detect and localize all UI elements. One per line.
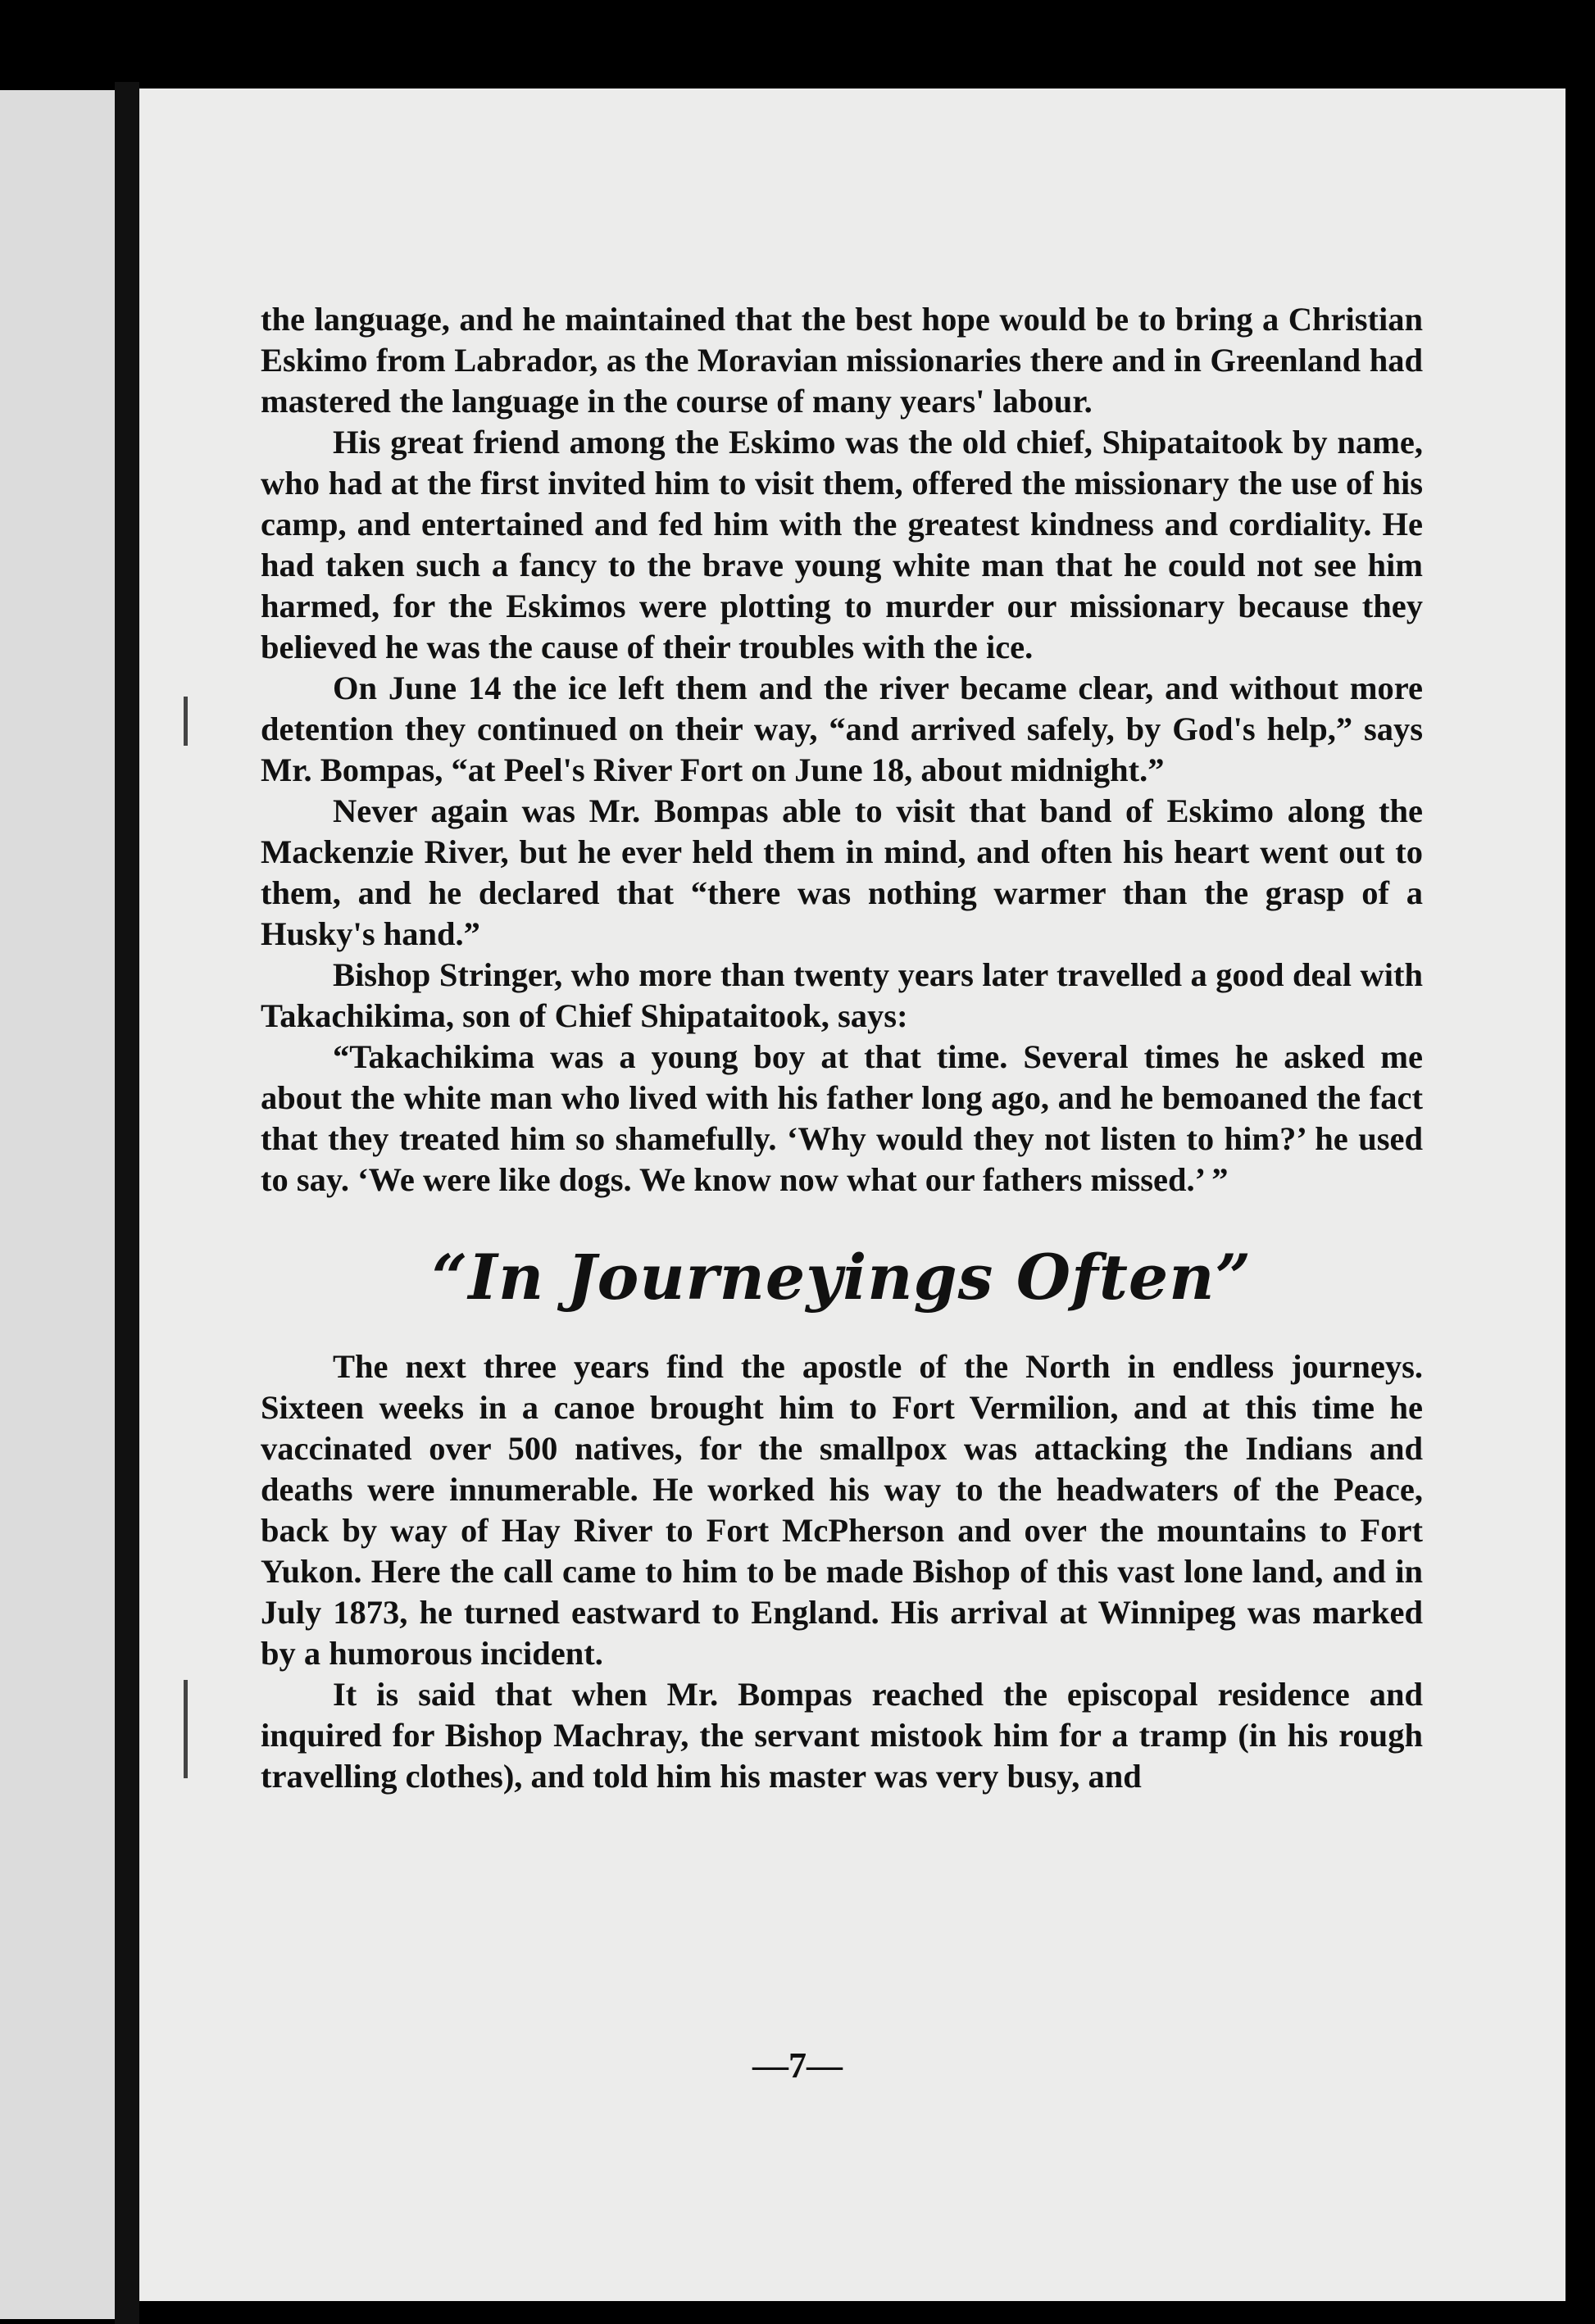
facing-page-edge (0, 90, 115, 2319)
paragraph-8: It is said that when Mr. Bompas reached the episcopal residence and inquired for Bishop Machray, the servant mistook him for a tramp (in his rough travelling clothes), and told him his master was very busy, and (261, 1676, 1423, 1795)
paragraph-1: the language, and he maintained that the best hope would be to bring a Christian Eskimo from Labrador, as the Moravian missionaries there and in Greenland had mastered the language in the course of many years' labour. (261, 301, 1423, 420)
page-number: —7— (752, 2045, 843, 2086)
paragraph-2: His great friend among the Eskimo was the old chief, Shipataitook by name, who had at the first invited him to visit them, offered the missionary the use of his camp, and entertained and fed him with the greatest kindness and cordiality. He had taken such a fancy to the brave young white man that he could not see him harmed, for the Eskimos were plotting to murder our missionary because they believed he was the cause of their troubles with the ice. (261, 424, 1423, 665)
paragraph-6: “Takachikima was a young boy at that time. Several times he asked me about the white man who lived with his father long ago, and he bemoaned the fact that they treated him so shamefully. ‘Why would they not listen to him?’ he used to say. ‘We were like dogs. We know now what our fathers missed.’ ” (261, 1038, 1423, 1198)
paragraph-7: The next three years find the apostle of the North in endless journeys. Sixteen weeks in a canoe brought him to Fort Vermilion, and at this time he vaccinated over 500 natives, for the smallpox was attacking the Indians and deaths were innumerable. He worked his way to the headwaters of the Peace, back by way of Hay River to Fort McPherson and over the mountains to Fort Yukon. Here the call came to him to be made Bishop of this vast lone land, and in July 1873, he turned eastward to England. His arrival at Winnipeg was marked by a humorous incident. (261, 1348, 1423, 1672)
margin-mark-upper (184, 697, 188, 746)
book-gutter (115, 82, 139, 2324)
paragraph-3: On June 14 the ice left them and the river became clear, and without more detention they continued on their way, “and arrived safely, by God's help,” says Mr. Bompas, “at Peel's River Fort on June 18, about midnight.” (261, 670, 1423, 788)
margin-mark-lower (184, 1680, 188, 1778)
paragraph-4: Never again was Mr. Bompas able to visit that band of Eskimo along the Mackenzie River, but he ever held them in mind, and often his heart went out to them, and he declared that “there was nothing warmer than the grasp of a Husky's hand.” (261, 792, 1423, 952)
page-text (261, 299, 1423, 1797)
chapter-heading: “In Journeyings Often” (431, 1241, 1252, 1314)
paragraph-5: Bishop Stringer, who more than twenty years later travelled a good deal with Takachikima, son of Chief Shipataitook, says: (261, 956, 1423, 1034)
